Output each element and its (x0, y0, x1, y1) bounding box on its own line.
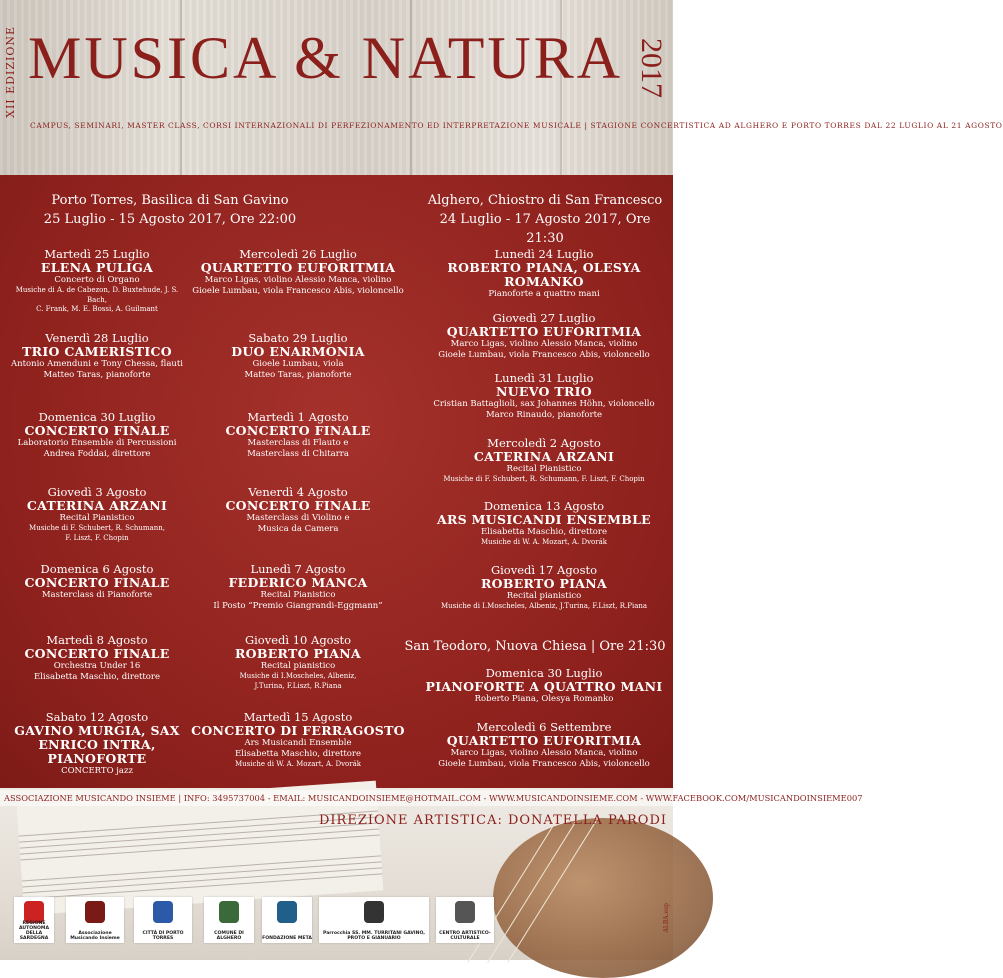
event-name: QUARTETTO EUFORITMIA (446, 733, 642, 748)
event-date: Lunedì 24 Luglio (494, 247, 594, 261)
venue-dates: 25 Luglio - 15 Agosto 2017, Ore 22:00 (43, 212, 297, 227)
venue-place: Alghero, Chiostro di San Francesco (427, 193, 663, 208)
event-name: CONCERTO FINALE (225, 498, 371, 513)
event-detail: Recital Pianistico (260, 590, 336, 600)
event-date: Domenica 6 Agosto (40, 562, 154, 576)
event-name: GAVINO MURGIA, SAX (14, 723, 180, 738)
event-block (190, 711, 406, 770)
event-block (415, 437, 673, 485)
logo-caption: Parrocchia SS. MM. TURRITANI GAVINO, PROTO E GIANUARIO (322, 931, 426, 941)
logo-caption: FONDAZIONE META (262, 936, 312, 941)
event-name: TRIO CAMERISTICO (22, 344, 172, 359)
event-date: Martedì 1 Agosto (247, 410, 349, 424)
logo-emblem-icon (219, 901, 239, 923)
event-name: CONCERTO DI FERRAGOSTO (191, 723, 405, 738)
event-detail: Antonio Amenduni e Tony Chessa, flauti (10, 359, 184, 369)
event-date: Martedì 25 Luglio (44, 247, 150, 261)
logo-emblem-icon (85, 901, 105, 923)
design-credit: ALBA.esp (663, 902, 670, 932)
event-name: PIANOFORTE A QUATTRO MANI (425, 679, 663, 694)
event-detail: Marco Ligas, violino Alessio Manca, violino (204, 275, 392, 285)
event-date: Lunedì 31 Luglio (494, 371, 594, 385)
event-program: Musiche di A. de Cabezon, D. Buxtehude, J. S. Bach, (15, 286, 179, 304)
event-name: CONCERTO FINALE (225, 423, 371, 438)
event-detail: Masterclass di Violino e (246, 513, 350, 523)
event-name: ENRICO INTRA, PIANOFORTE (38, 737, 156, 766)
event-detail: Marco Ligas, violino Alessio Manca, violino (450, 748, 638, 758)
poster-title: MUSICA & NATURA (28, 25, 624, 91)
event-date: Sabato 29 Luglio (248, 331, 348, 345)
event-name: ROBERTO PIANA (234, 646, 362, 661)
event-detail: Musica da Camera (257, 524, 339, 534)
event-detail: Gioele Lumbau, viola Francesco Abis, violoncello (438, 759, 650, 769)
event-date: Venerdì 4 Agosto (248, 485, 348, 499)
event-detail: Masterclass di Chitarra (247, 449, 349, 459)
poster-year: 2017 (635, 38, 668, 98)
event-block (8, 248, 186, 315)
logo-caption: CENTRO ARTISTICO-CULTURALE (439, 931, 491, 941)
event-name: ELENA PULIGA (40, 260, 154, 275)
sponsor-logo (436, 897, 494, 943)
event-program: J.Turina, F.Liszt, R.Piana (254, 681, 342, 690)
event-name: FEDERICO MANCA (228, 575, 368, 590)
event-block (415, 248, 673, 300)
event-name: NUEVO TRIO (496, 384, 592, 399)
event-program: Musiche di I.Moscheles, Albeniz, J.Turina, F.Liszt, R.Piana (440, 602, 648, 610)
event-program: Musiche di W. A. Mozart, A. Dvorák (234, 760, 362, 768)
poster-subtitle: CAMPUS, SEMINARI, MASTER CLASS, CORSI INTERNAZIONALI DI PERFEZIONAMENTO ED INTERPRETAZIONE MUSICALE | STAGIONE CONCERTISTICA AD ALGHERO E PORTO TORRES DAL 22 LUGLIO AL 21 AGOSTO (30, 121, 1003, 130)
event-date: Lunedì 7 Agosto (250, 562, 346, 576)
event-name: QUARTETTO EUFORITMIA (446, 324, 642, 339)
event-block (8, 711, 186, 777)
event-date: Mercoledì 6 Settembre (476, 720, 612, 734)
event-detail: Masterclass di Flauto e (247, 438, 349, 448)
event-block (8, 634, 186, 683)
event-detail: Matteo Taras, pianoforte (43, 370, 151, 380)
event-date: Domenica 30 Luglio (38, 410, 156, 424)
venue-alghero (420, 191, 670, 248)
venue-porto-torres (20, 191, 320, 229)
poster-header (0, 0, 1003, 175)
event-block (8, 486, 186, 543)
event-detail: Orchestra Under 16 (53, 661, 141, 671)
poster-footer (0, 788, 863, 960)
event-program: F. Liszt, F. Chopin (65, 533, 129, 542)
event-block (415, 667, 673, 705)
event-block (190, 634, 406, 691)
event-detail: Roberto Piana, Olesya Romanko (474, 694, 614, 704)
event-detail: Masterclass di Pianoforte (41, 590, 153, 600)
event-program: Musiche di F. Schubert, R. Schumann, F. Liszt, F. Chopin (443, 475, 645, 483)
event-date: Giovedì 17 Agosto (490, 563, 598, 577)
event-detail: Ars Musicandi Ensemble (244, 738, 352, 748)
logo-emblem-icon (364, 901, 384, 923)
event-block (190, 563, 406, 612)
event-detail: Pianoforte a quattro mani (488, 289, 600, 299)
event-name: ROBERTO PIANA, OLESYA ROMANKO (447, 260, 641, 289)
logo-caption: CITTÀ DI PORTO TORRES (142, 931, 184, 941)
sponsor-logo (319, 897, 429, 943)
event-date: Giovedì 3 Agosto (47, 485, 147, 499)
event-program: C. Frank, M. E. Bossi, A. Guilmant (36, 305, 158, 313)
event-date: Domenica 13 Agosto (483, 499, 605, 513)
event-block (8, 563, 186, 601)
event-detail: Il Posto “Premio Giangrandi-Eggmann” (213, 601, 383, 611)
event-detail: Andrea Foddai, direttore (43, 449, 151, 459)
event-block (190, 248, 406, 297)
event-block (190, 411, 406, 460)
event-block (415, 312, 673, 361)
logo-caption: Associazione Musicando Insieme (70, 931, 120, 941)
event-program: Musiche di W. A. Mozart, A. Dvorák (480, 538, 608, 546)
event-program: Musiche di F. Schubert, R. Schumann, (29, 524, 165, 532)
sponsor-logo (66, 897, 124, 943)
event-date: Martedì 15 Agosto (243, 710, 353, 724)
event-detail: Laboratorio Ensemble di Percussioni (17, 438, 177, 448)
event-detail: Elisabetta Maschio, direttore (33, 672, 161, 682)
event-detail: Cristian Battaglioli, sax Johannes Höhn, violoncello (433, 399, 655, 409)
sponsor-logo (204, 897, 254, 943)
association-contacts: ASSOCIAZIONE MUSICANDO INSIEME | INFO: 3495737004 - EMAIL: MUSICANDOINSIEME@HOTMAIL.COM - WWW.MUSICANDOINSIEME.COM - WWW.FACEBOOK.COM/MUSICANDOINSIEME007 (0, 790, 677, 806)
event-block (190, 486, 406, 535)
logo-emblem-icon (455, 901, 475, 923)
event-name: DUO ENARMONIA (231, 344, 365, 359)
venue-dates: 24 Luglio - 17 Agosto 2017, Ore 21:30 (439, 212, 651, 246)
artistic-direction: DIREZIONE ARTISTICA: DONATELLA PARODI (319, 813, 667, 828)
event-date: Mercoledì 2 Agosto (487, 436, 601, 450)
event-detail: Gioele Lumbau, viola Francesco Abis, violoncello (192, 286, 404, 296)
sponsor-logo (134, 897, 192, 943)
event-detail: Concerto di Organo (54, 275, 140, 285)
event-detail: Recital pianistico (260, 661, 336, 671)
event-date: Domenica 30 Luglio (485, 666, 603, 680)
event-block (415, 500, 673, 548)
event-detail: Matteo Taras, pianoforte (244, 370, 352, 380)
event-date: Mercoledì 26 Luglio (239, 247, 357, 261)
logo-emblem-icon (277, 901, 297, 923)
event-name: CATERINA ARZANI (473, 449, 615, 464)
event-date: Sabato 12 Agosto (45, 710, 149, 724)
event-name: CONCERTO FINALE (24, 646, 170, 661)
event-name: CONCERTO FINALE (24, 575, 170, 590)
event-name: QUARTETTO EUFORITMIA (200, 260, 396, 275)
event-detail: Recital Pianistico (506, 464, 582, 474)
event-detail: Elisabetta Maschio, direttore (480, 527, 608, 537)
event-name: ARS MUSICANDI ENSEMBLE (436, 512, 651, 527)
venue-san-teodoro: San Teodoro, Nuova Chiesa | Ore 21:30 (404, 639, 666, 654)
logo-emblem-icon (153, 901, 173, 923)
sponsor-logo (262, 897, 312, 943)
sponsor-logo (14, 897, 54, 943)
logo-caption: COMUNE DI ALGHERO (214, 931, 244, 941)
venue-place: Porto Torres, Basilica di San Gavino (51, 193, 289, 208)
program-panel (0, 175, 673, 788)
event-block (8, 411, 186, 460)
logo-caption: REGIONE AUTONOMA DELLA SARDEGNA (18, 921, 50, 941)
event-block (415, 564, 673, 612)
event-detail: Recital pianistico (506, 591, 582, 601)
event-name: CONCERTO FINALE (24, 423, 170, 438)
event-name: ROBERTO PIANA (480, 576, 608, 591)
event-date: Martedì 8 Agosto (46, 633, 148, 647)
event-detail: Gioele Lumbau, viola (252, 359, 344, 369)
event-detail: CONCERTO jazz (61, 766, 133, 776)
event-block (8, 332, 186, 381)
event-detail: Recital Pianistico (59, 513, 135, 523)
logo-emblem-icon (24, 901, 44, 923)
edition-label: XII EDIZIONE (4, 26, 17, 118)
event-block (190, 332, 406, 381)
sponsor-logos (14, 897, 494, 945)
event-name: CATERINA ARZANI (26, 498, 168, 513)
event-block (415, 372, 673, 421)
event-detail: Elisabetta Maschio, direttore (234, 749, 362, 759)
event-date: Giovedì 10 Agosto (244, 633, 352, 647)
event-date: Venerdì 28 Luglio (45, 331, 149, 345)
event-block (415, 721, 673, 770)
event-detail: Gioele Lumbau, viola Francesco Abis, violoncello (438, 350, 650, 360)
event-program: Musiche di I.Moscheles, Albeniz, (239, 672, 357, 680)
event-date: Giovedì 27 Luglio (492, 311, 596, 325)
event-detail: Marco Ligas, violino Alessio Manca, violino (450, 339, 638, 349)
event-detail: Marco Rinaudo, pianoforte (485, 410, 603, 420)
